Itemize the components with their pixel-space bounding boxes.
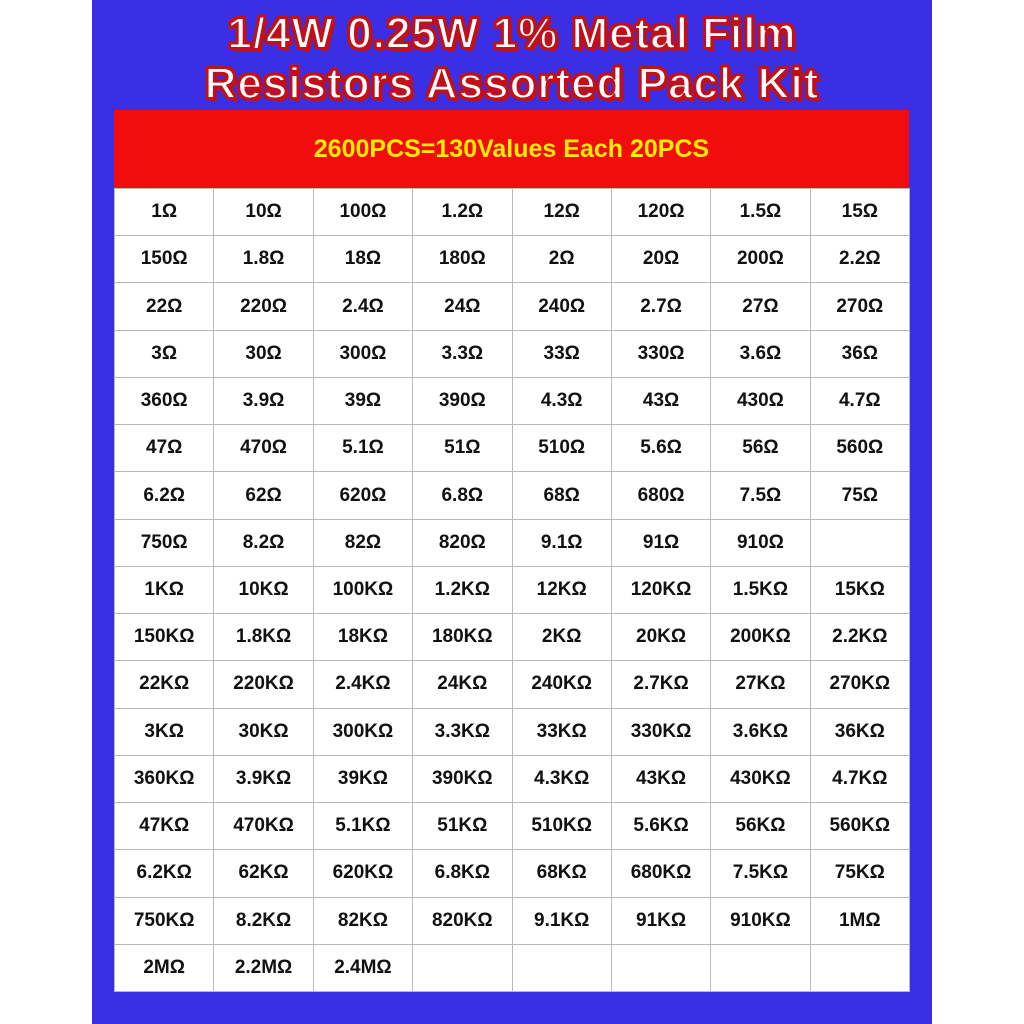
resistor-value-cell: 27Ω [711,283,810,330]
resistor-value-cell: 33Ω [512,330,611,377]
table-row [115,661,910,708]
resistor-value-cell: 4.3Ω [512,377,611,424]
resistor-value-cell: 22KΩ [115,661,214,708]
resistor-value-cell: 1.8Ω [214,236,313,283]
resistor-value-cell: 15Ω [810,189,909,236]
resistor-value-cell: 15KΩ [810,566,909,613]
resistor-value-cell: 1.5KΩ [711,566,810,613]
resistor-value-cell: 6.2Ω [115,472,214,519]
resistor-value-cell: 10KΩ [214,566,313,613]
table-row [115,755,910,802]
resistor-value-cell: 620Ω [313,472,412,519]
resistor-value-cell: 2.2KΩ [810,614,909,661]
resistor-value-cell: 8.2Ω [214,519,313,566]
table-row [115,377,910,424]
resistor-value-cell: 33KΩ [512,708,611,755]
resistor-value-cell: 120Ω [611,189,710,236]
resistor-value-cell: 1.2Ω [413,189,512,236]
resistor-value-cell: 12KΩ [512,566,611,613]
resistor-value-cell: 560KΩ [810,803,909,850]
quantity-banner: 2600PCS=130Values Each 20PCS [114,110,909,188]
resistor-value-cell: 56Ω [711,425,810,472]
resistor-value-cell: 36KΩ [810,708,909,755]
resistor-value-cell: 3.9Ω [214,377,313,424]
resistor-value-cell: 300Ω [313,330,412,377]
resistor-value-cell: 20KΩ [611,614,710,661]
table-row [115,614,910,661]
resistor-value-cell: 150Ω [115,236,214,283]
resistor-value-cell: 4.7KΩ [810,755,909,802]
resistor-value-cell [413,944,512,991]
resistor-value-cell: 62KΩ [214,850,313,897]
resistor-value-cell: 430KΩ [711,755,810,802]
resistor-value-cell: 1.2KΩ [413,566,512,613]
resistor-value-cell: 470Ω [214,425,313,472]
resistor-value-cell: 91Ω [611,519,710,566]
resistor-value-cell: 4.7Ω [810,377,909,424]
resistor-value-cell: 300KΩ [313,708,412,755]
resistor-value-cell: 30KΩ [214,708,313,755]
table-row [115,566,910,613]
table-row [115,803,910,850]
resistor-value-cell: 30Ω [214,330,313,377]
resistor-value-cell: 43KΩ [611,755,710,802]
resistor-value-cell: 8.2KΩ [214,897,313,944]
resistor-value-cell: 100Ω [313,189,412,236]
resistor-value-cell: 1.8KΩ [214,614,313,661]
resistor-value-cell: 22Ω [115,283,214,330]
resistor-value-cell [611,944,710,991]
resistor-value-cell: 43Ω [611,377,710,424]
resistor-value-cell: 620KΩ [313,850,412,897]
resistor-value-cell [512,944,611,991]
resistor-value-cell: 5.6KΩ [611,803,710,850]
resistor-value-cell: 7.5Ω [711,472,810,519]
resistor-value-cell: 24KΩ [413,661,512,708]
resistor-value-cell: 330Ω [611,330,710,377]
resistor-value-cell: 20Ω [611,236,710,283]
resistor-value-cell: 330KΩ [611,708,710,755]
resistor-value-cell: 200Ω [711,236,810,283]
resistor-value-cell: 360Ω [115,377,214,424]
resistor-value-cell: 56KΩ [711,803,810,850]
resistor-value-cell: 430Ω [711,377,810,424]
resistor-value-cell: 36Ω [810,330,909,377]
resistor-value-cell: 2.7Ω [611,283,710,330]
resistor-value-cell: 470KΩ [214,803,313,850]
resistor-value-cell: 910KΩ [711,897,810,944]
resistor-value-cell: 39Ω [313,377,412,424]
resistor-value-cell: 100KΩ [313,566,412,613]
resistor-value-cell: 47Ω [115,425,214,472]
resistor-value-cell: 3KΩ [115,708,214,755]
resistor-value-cell: 3.9KΩ [214,755,313,802]
resistor-value-cell: 820KΩ [413,897,512,944]
resistor-value-cell: 3.6KΩ [711,708,810,755]
resistor-value-cell: 6.8KΩ [413,850,512,897]
resistor-value-cell: 240Ω [512,283,611,330]
table-row [115,944,910,991]
resistor-value-cell: 220KΩ [214,661,313,708]
resistor-value-cell: 240KΩ [512,661,611,708]
resistor-value-cell: 680KΩ [611,850,710,897]
resistor-value-cell: 150KΩ [115,614,214,661]
table-row [115,850,910,897]
table-row [115,283,910,330]
resistor-value-cell: 10Ω [214,189,313,236]
title-line-2: Resistors Assorted Pack Kit [204,59,820,108]
resistor-value-cell: 270KΩ [810,661,909,708]
resistor-value-cell: 51KΩ [413,803,512,850]
table-row [115,519,910,566]
resistor-value-cell: 910Ω [711,519,810,566]
resistor-value-cell: 3.3Ω [413,330,512,377]
table-row [115,708,910,755]
resistor-value-cell: 510KΩ [512,803,611,850]
resistor-value-cell: 560Ω [810,425,909,472]
resistor-value-cell: 1Ω [115,189,214,236]
resistor-value-cell: 7.5KΩ [711,850,810,897]
resistor-value-cell: 270Ω [810,283,909,330]
resistor-value-cell: 1MΩ [810,897,909,944]
title-line-1: 1/4W 0.25W 1% Metal Film [227,9,797,58]
resistor-value-cell: 2.2MΩ [214,944,313,991]
resistor-value-cell: 180Ω [413,236,512,283]
resistor-value-cell: 2.4Ω [313,283,412,330]
resistor-value-cell: 1KΩ [115,566,214,613]
resistor-value-cell: 24Ω [413,283,512,330]
resistor-value-cell: 75KΩ [810,850,909,897]
resistor-value-cell: 47KΩ [115,803,214,850]
table-row [115,330,910,377]
resistor-value-cell [810,944,909,991]
resistor-value-cell: 82KΩ [313,897,412,944]
resistor-value-cell: 3.3KΩ [413,708,512,755]
resistor-value-cell: 200KΩ [711,614,810,661]
resistor-value-cell: 91KΩ [611,897,710,944]
resistor-value-cell: 18Ω [313,236,412,283]
resistor-value-cell: 75Ω [810,472,909,519]
resistor-value-cell [711,944,810,991]
resistor-value-cell: 2Ω [512,236,611,283]
table-row [115,236,910,283]
resistor-value-cell: 51Ω [413,425,512,472]
resistor-value-cell: 220Ω [214,283,313,330]
resistor-value-cell: 120KΩ [611,566,710,613]
resistor-value-cell: 1.5Ω [711,189,810,236]
resistor-value-cell: 6.2KΩ [115,850,214,897]
resistor-value-cell: 27KΩ [711,661,810,708]
resistor-value-cell: 680Ω [611,472,710,519]
resistor-value-cell [810,519,909,566]
resistor-value-cell: 3Ω [115,330,214,377]
resistor-value-cell: 5.1KΩ [313,803,412,850]
resistor-value-cell: 9.1KΩ [512,897,611,944]
resistor-value-cell: 62Ω [214,472,313,519]
resistor-value-cell: 2.7KΩ [611,661,710,708]
table-row [115,472,910,519]
resistor-value-cell: 39KΩ [313,755,412,802]
resistor-value-cell: 5.1Ω [313,425,412,472]
resistor-value-cell: 5.6Ω [611,425,710,472]
resistor-value-cell: 390KΩ [413,755,512,802]
resistor-value-cell: 180KΩ [413,614,512,661]
resistor-value-cell: 2.4MΩ [313,944,412,991]
resistor-value-cell: 6.8Ω [413,472,512,519]
resistor-value-table [114,188,910,992]
table-row [115,189,910,236]
resistor-value-cell: 510Ω [512,425,611,472]
resistor-value-cell: 750KΩ [115,897,214,944]
table-row [115,897,910,944]
resistor-value-cell: 82Ω [313,519,412,566]
resistor-value-cell: 360KΩ [115,755,214,802]
resistor-value-cell: 4.3KΩ [512,755,611,802]
resistor-value-cell: 12Ω [512,189,611,236]
resistor-value-cell: 18KΩ [313,614,412,661]
resistor-value-cell: 750Ω [115,519,214,566]
resistor-value-cell: 2MΩ [115,944,214,991]
resistor-value-cell: 2.2Ω [810,236,909,283]
resistor-value-cell: 820Ω [413,519,512,566]
resistor-value-cell: 68Ω [512,472,611,519]
resistor-value-cell: 3.6Ω [711,330,810,377]
resistor-value-cell: 2KΩ [512,614,611,661]
resistor-value-cell: 68KΩ [512,850,611,897]
resistor-value-cell: 9.1Ω [512,519,611,566]
resistor-value-cell: 390Ω [413,377,512,424]
resistor-value-cell: 2.4KΩ [313,661,412,708]
table-row [115,425,910,472]
